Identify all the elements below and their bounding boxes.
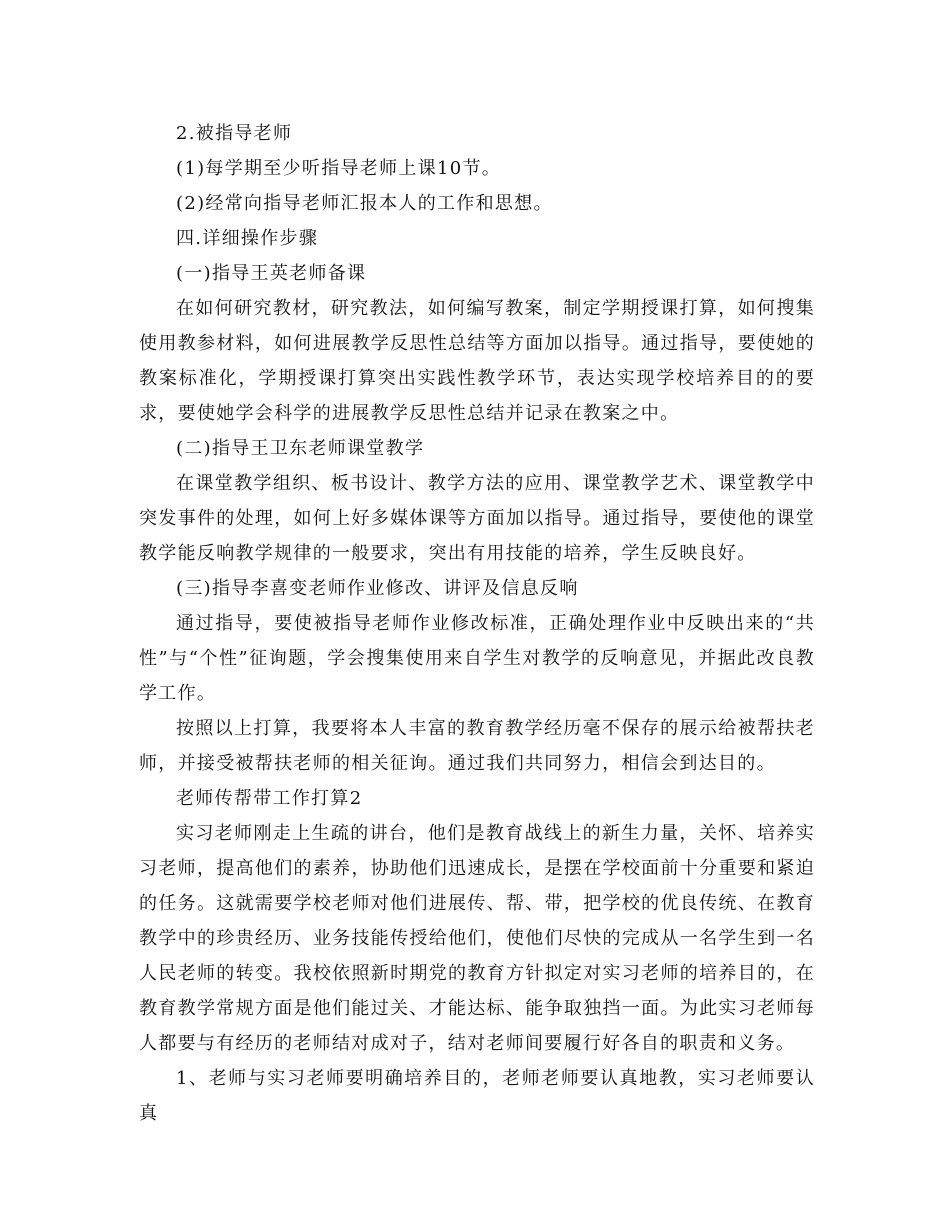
document-body	[139, 116, 815, 1131]
paragraph-lesson-prep: 在如何研究教材，研究教法，如何编写教案，制定学期授课打算，如何搜集使用教参材料，如何进展教学反思性总结等方面加以指导。通过指导，要使她的教案标准化，学期授课打算突出实践性教学环节，表达实现学校培养目的的要求，要使她学会科学的进展教学反思性总结并记录在教案之中。	[139, 298, 815, 424]
section-heading-plan-2: 老师传帮带工作打算2	[176, 788, 363, 809]
subheading-lesson-prep: (一)指导王英老师备课	[176, 263, 367, 284]
list-item-mentee-2: (2)经常向指导老师汇报本人的工作和思想。	[176, 193, 553, 214]
subheading-classroom-teaching: (二)指导王卫东老师课堂教学	[176, 438, 425, 459]
paragraph-summary: 按照以上打算，我要将本人丰富的教育教学经历毫不保存的展示给被帮扶老师，并接受被帮扶老师的相关征询。通过我们共同努力，相信会到达目的。	[139, 718, 815, 774]
section-heading-steps: 四.详细操作步骤	[176, 228, 319, 249]
list-item-mentee-1: (1)每学期至少听指导老师上课10节。	[176, 158, 502, 179]
section-heading-mentee: 2.被指导老师	[176, 123, 293, 144]
paragraph-homework-feedback: 通过指导，要使被指导老师作业修改标准，正确处理作业中反映出来的“共性”与“个性”征询题，学会搜集使用来自学生对教学的反响意见，并据此改良教学工作。	[139, 613, 815, 704]
paragraph-intern-training: 实习老师刚走上生疏的讲台，他们是教育战线上的新生力量，关怀、培养实习老师，提高他们的素养，协助他们迅速成长，是摆在学校面前十分重要和紧迫的任务。这就需要学校老师对他们进展传、帮、带，把学校的优良传统、在教育教学中的珍贵经历、业务技能传授给他们，使他们尽快的完成从一名学生到一名人民老师的转变。我校依照新时期党的教育方针拟定对实习老师的培养目的，在教育教学常规方面是他们能过关、才能达标、能争取独挡一面。为此实习老师每人都要与有经历的老师结对成对子，结对老师间要履行好各自的职责和义务。	[139, 823, 815, 1054]
paragraph-point-1: 1、老师与实习老师要明确培养目的，老师老师要认真地教，实习老师要认真	[139, 1068, 815, 1124]
paragraph-classroom-teaching: 在课堂教学组织、板书设计、教学方法的应用、课堂教学艺术、课堂教学中突发事件的处理，如何上好多媒体课等方面加以指导。通过指导，要使他的课堂教学能反响教学规律的一般要求，突出有用技能的培养，学生反映良好。	[139, 473, 815, 564]
subheading-homework-feedback: (三)指导李喜变老师作业修改、讲评及信息反响	[176, 578, 579, 599]
